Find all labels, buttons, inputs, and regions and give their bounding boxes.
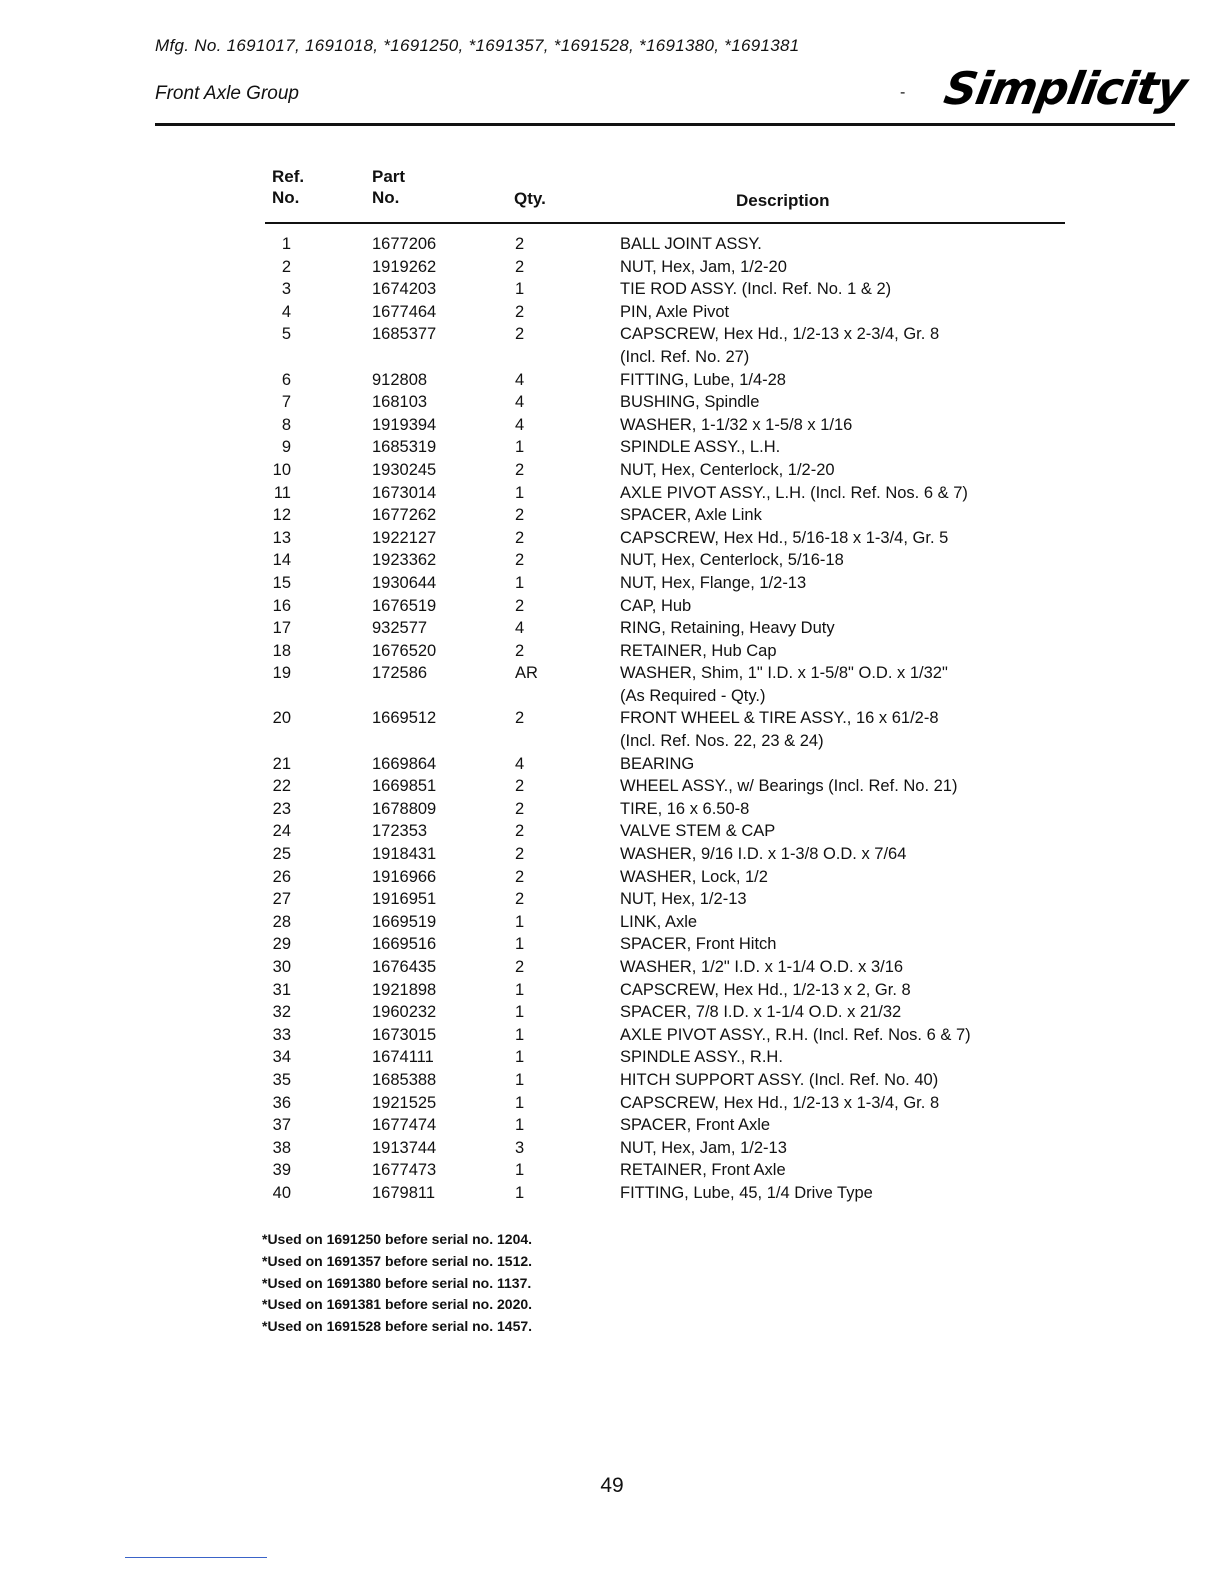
table-row: [265, 595, 1065, 618]
ref-cell: 23: [272, 799, 291, 818]
description-cell: VALVE STEM & CAP: [620, 822, 776, 841]
part-number-cell: 1685319: [372, 438, 437, 457]
ref-cell: 18: [272, 641, 291, 660]
table-row: [265, 1137, 1065, 1160]
ref-cell: 8: [281, 415, 291, 434]
qty-cell: 2: [515, 822, 525, 841]
qty-cell: 1: [515, 1093, 525, 1112]
part-number-cell: 1677464: [372, 302, 437, 321]
table-row: [265, 1001, 1065, 1024]
page-number: 49: [600, 1474, 624, 1497]
description-cell: CAPSCREW, Hex Hd., 5/16-18 x 1-3/4, Gr. 5: [620, 528, 949, 547]
description-cell: WASHER, 1-1/32 x 1-5/8 x 1/16: [620, 415, 853, 434]
table-row: [265, 301, 1065, 324]
ref-cell: 39: [272, 1161, 291, 1180]
qty-cell: 2: [515, 460, 525, 479]
ref-cell: 17: [272, 619, 291, 638]
description-cell: AXLE PIVOT ASSY., L.H. (Incl. Ref. Nos. 6 & 7): [620, 483, 968, 502]
part-number-cell: 1916951: [372, 890, 437, 909]
qty-cell: 1: [515, 1048, 525, 1067]
description-cell: FRONT WHEEL & TIRE ASSY., 16 x 61/2-8 (Incl. Ref. Nos. 22, 23 & 24): [620, 709, 939, 751]
part-number-cell: 1676435: [372, 958, 437, 976]
ref-cell: 40: [272, 1183, 291, 1202]
part-number-cell: 1676519: [372, 596, 437, 615]
footnotes: [262, 1229, 532, 1338]
qty-cell: 1: [515, 980, 525, 999]
qty-cell: 4: [515, 619, 525, 638]
ref-cell: 25: [272, 845, 291, 864]
ref-cell: 24: [272, 822, 291, 841]
ref-cell: 19: [272, 664, 291, 683]
part-number-cell: 172586: [372, 664, 428, 683]
description-cell: WHEEL ASSY., w/ Bearings (Incl. Ref. No. 21): [620, 777, 958, 796]
stray-dash: -: [900, 84, 906, 101]
table-row: [265, 843, 1065, 866]
description-cell: TIRE, 16 x 6.50-8: [620, 799, 750, 818]
part-number-cell: 1677206: [372, 235, 437, 253]
part-number-cell: 1930644: [372, 573, 437, 592]
description-cell: WASHER, 1/2" I.D. x 1-1/4 O.D. x 3/16: [620, 958, 904, 976]
qty-cell: 2: [515, 777, 525, 796]
ref-cell: 13: [272, 528, 291, 547]
table-row: [265, 482, 1065, 505]
table-row: [265, 956, 1065, 979]
part-number-cell: 1921525: [372, 1093, 437, 1112]
part-number-cell: 1960232: [372, 1003, 437, 1022]
table-row: [265, 640, 1065, 663]
part-number-cell: 1669516: [372, 935, 437, 954]
part-number-cell: 172353: [372, 822, 428, 841]
table-row: [265, 933, 1065, 956]
table-row: [265, 753, 1065, 776]
footnote: *Used on 1691528 before serial no. 1457.: [262, 1318, 533, 1335]
qty-cell: 1: [515, 280, 525, 299]
qty-cell: 2: [515, 709, 525, 728]
ref-cell: 6: [281, 370, 291, 389]
table-row: [265, 1092, 1065, 1115]
description-cell: NUT, Hex, Flange, 1/2-13: [620, 573, 807, 592]
part-number-cell: 1916966: [372, 867, 437, 886]
ref-cell: 11: [273, 483, 291, 502]
part-number-cell: 1677474: [372, 1116, 437, 1135]
ref-cell: 12: [272, 506, 291, 525]
description-cell: NUT, Hex, Centerlock, 1/2-20: [620, 460, 835, 479]
ref-cell: 30: [272, 958, 291, 976]
table-header: [272, 166, 1064, 220]
part-number-cell: 1677473: [372, 1161, 437, 1180]
qty-cell: 2: [515, 302, 525, 321]
part-number-cell: 1918431: [372, 845, 437, 864]
table-row: [265, 572, 1065, 595]
part-number-cell: 1921898: [372, 980, 437, 999]
description-cell: WASHER, Shim, 1" I.D. x 1-5/8" O.D. x 1/32" (As Required - Qty.): [620, 664, 948, 705]
table-row: [265, 798, 1065, 821]
qty-cell: 2: [515, 257, 525, 276]
bottom-line: [125, 1557, 267, 1558]
table-row: [265, 278, 1065, 301]
qty-cell: 2: [515, 799, 525, 818]
table-row: [265, 414, 1065, 437]
ref-cell: 32: [272, 1003, 291, 1022]
qty-cell: 1: [515, 573, 525, 592]
table-row: [265, 617, 1065, 640]
description-cell: NUT, Hex, Centerlock, 5/16-18: [620, 551, 844, 570]
part-number-cell: 1930245: [372, 460, 437, 479]
qty-cell: 4: [515, 754, 525, 773]
description-cell: WASHER, Lock, 1/2: [620, 867, 768, 886]
table-row: [265, 527, 1065, 550]
ref-cell: 9: [281, 438, 291, 457]
part-number-cell: 1919262: [372, 257, 437, 276]
part-number-cell: 1669864: [372, 754, 437, 773]
table-row: [265, 707, 1065, 752]
qty-cell: 2: [515, 551, 525, 570]
footnote: *Used on 1691380 before serial no. 1137.: [262, 1274, 532, 1291]
table-row: [265, 549, 1065, 572]
table-row: [265, 391, 1065, 414]
table-row: [265, 820, 1065, 843]
qty-cell: 3: [515, 1138, 525, 1157]
table-row: [265, 866, 1065, 889]
description-cell: BUSHING, Spindle: [620, 393, 760, 412]
ref-cell: 36: [272, 1093, 291, 1112]
part-number-cell: 1677262: [372, 506, 437, 525]
ref-cell: 34: [272, 1048, 291, 1067]
part-number-cell: 1674111: [372, 1048, 434, 1067]
description-cell: RETAINER, Hub Cap: [620, 641, 777, 660]
part-number-cell: 912808: [372, 370, 428, 389]
ref-cell: 1: [281, 235, 291, 253]
part-number-cell: 1669512: [372, 709, 437, 728]
description-cell: BALL JOINT ASSY.: [620, 235, 762, 253]
table-row: [265, 1024, 1065, 1047]
qty-cell: 1: [515, 935, 525, 954]
section-title: Front Axle Group: [155, 83, 299, 104]
ref-cell: 33: [272, 1025, 291, 1044]
qty-cell: 2: [515, 506, 525, 525]
qty-cell: 4: [515, 415, 525, 434]
table-row: [265, 459, 1065, 482]
table-row: [265, 1114, 1065, 1137]
ref-cell: 15: [272, 573, 291, 592]
ref-cell: 16: [272, 596, 291, 615]
description-cell: NUT, Hex, Jam, 1/2-20: [620, 257, 787, 276]
table-row: [265, 662, 1065, 707]
description-cell: CAPSCREW, Hex Hd., 1/2-13 x 2-3/4, Gr. 8 (Incl. Ref. No. 27): [620, 325, 940, 366]
part-number-cell: 1923362: [372, 551, 437, 570]
table-row: [265, 1182, 1065, 1205]
part-number-cell: 1913744: [372, 1138, 437, 1157]
table-row: [265, 233, 1065, 256]
description-cell: PIN, Axle Pivot: [620, 302, 730, 321]
part-number-cell: 1685377: [372, 325, 437, 344]
ref-cell: 20: [272, 709, 291, 728]
header-rule: [155, 123, 1175, 126]
table-row: [265, 1159, 1065, 1182]
qty-cell: 2: [515, 845, 525, 864]
ref-cell: 28: [272, 912, 291, 931]
part-number-cell: 1669519: [372, 912, 437, 931]
qty-cell: 1: [515, 1116, 525, 1135]
description-cell: BEARING: [620, 754, 695, 773]
description-cell: RING, Retaining, Heavy Duty: [620, 619, 835, 638]
qty-cell: 1: [515, 1003, 525, 1022]
qty-cell: AR: [515, 664, 538, 683]
qty-cell: 1: [515, 912, 525, 931]
ref-cell: 3: [281, 280, 291, 299]
table-row: [265, 369, 1065, 392]
qty-cell: 4: [515, 393, 525, 412]
part-number-cell: 1685388: [372, 1070, 437, 1089]
table-row: [265, 888, 1065, 911]
table-row: [265, 1046, 1065, 1069]
ref-cell: 4: [281, 302, 291, 321]
table-row: [265, 504, 1065, 527]
description-cell: CAP, Hub: [620, 596, 692, 615]
ref-cell: 27: [272, 890, 291, 909]
qty-cell: 1: [515, 1183, 525, 1202]
description-cell: SPACER, Front Axle: [620, 1116, 771, 1135]
ref-cell: 10: [272, 460, 291, 479]
description-cell: AXLE PIVOT ASSY., R.H. (Incl. Ref. Nos. 6 & 7): [620, 1025, 971, 1044]
ref-cell: 22: [272, 777, 291, 796]
description-cell: TIE ROD ASSY. (Incl. Ref. No. 1 & 2): [620, 280, 892, 299]
ref-cell: 31: [272, 980, 291, 999]
footnote: *Used on 1691381 before serial no. 2020.: [262, 1296, 533, 1313]
qty-cell: 1: [515, 483, 525, 502]
part-number-cell: 1678809: [372, 799, 437, 818]
ref-cell: 37: [272, 1116, 291, 1135]
description-cell: CAPSCREW, Hex Hd., 1/2-13 x 1-3/4, Gr. 8: [620, 1093, 940, 1112]
ref-cell: 2: [281, 257, 291, 276]
part-number-cell: 1676520: [372, 641, 437, 660]
ref-cell: 35: [272, 1070, 291, 1089]
table-row: [265, 436, 1065, 459]
description-cell: RETAINER, Front Axle: [620, 1161, 786, 1180]
table-row: [265, 911, 1065, 934]
table-row: [265, 1069, 1065, 1092]
part-number-cell: 1922127: [372, 528, 437, 547]
qty-cell: 1: [515, 438, 525, 457]
qty-cell: 2: [515, 641, 525, 660]
description-cell: SPACER, 7/8 I.D. x 1-1/4 O.D. x 21/32: [620, 1003, 902, 1022]
description-cell: SPINDLE ASSY., L.H.: [620, 438, 781, 457]
brand-logo: Simplicity: [940, 62, 1191, 115]
description-cell: NUT, Hex, Jam, 1/2-13: [620, 1138, 787, 1157]
table-row: [265, 979, 1065, 1002]
part-number-cell: 1679811: [372, 1183, 436, 1202]
qty-cell: 2: [515, 890, 525, 909]
parts-list: [265, 233, 1065, 1205]
ref-cell: 7: [281, 393, 291, 412]
ref-cell: 21: [272, 754, 291, 773]
description-cell: WASHER, 9/16 I.D. x 1-3/8 O.D. x 7/64: [620, 845, 907, 864]
part-number-cell: 932577: [372, 619, 428, 638]
qty-cell: 2: [515, 596, 525, 615]
col-part-no: Part No.: [372, 167, 406, 207]
model-numbers: Mfg. No. 1691017, 1691018, *1691250, *1691357, *1691528, *1691380, *1691381: [155, 36, 800, 55]
description-cell: SPINDLE ASSY., R.H.: [620, 1048, 783, 1067]
ref-cell: 26: [272, 867, 291, 886]
part-number-cell: 1919394: [372, 415, 437, 434]
description-cell: NUT, Hex, 1/2-13: [620, 890, 747, 909]
col-ref-no: Ref. No.: [272, 167, 305, 207]
footnote: *Used on 1691250 before serial no. 1204.: [262, 1231, 533, 1247]
qty-cell: 4: [515, 370, 525, 389]
table-rule: [265, 222, 1065, 224]
qty-cell: 2: [515, 958, 525, 976]
table-row: [265, 323, 1065, 368]
ref-cell: 29: [272, 935, 291, 954]
part-number-cell: 168103: [372, 393, 428, 412]
qty-cell: 1: [515, 1025, 525, 1044]
qty-cell: 1: [515, 1161, 525, 1180]
col-qty: Qty.: [514, 189, 546, 208]
part-number-cell: 1669851: [372, 777, 437, 796]
ref-cell: 38: [272, 1138, 291, 1157]
part-number-cell: 1673015: [372, 1025, 437, 1044]
description-cell: LINK, Axle: [620, 912, 698, 931]
ref-cell: 14: [272, 551, 291, 570]
part-number-cell: 1673014: [372, 483, 437, 502]
table-row: [265, 256, 1065, 279]
part-number-cell: 1674203: [372, 280, 437, 299]
description-cell: HITCH SUPPORT ASSY. (Incl. Ref. No. 40): [620, 1070, 939, 1089]
qty-cell: 2: [515, 325, 525, 344]
table-row: [265, 775, 1065, 798]
qty-cell: 1: [515, 1070, 525, 1089]
description-cell: CAPSCREW, Hex Hd., 1/2-13 x 2, Gr. 8: [620, 980, 911, 999]
ref-cell: 5: [281, 325, 291, 344]
footnote: *Used on 1691357 before serial no. 1512.: [262, 1252, 533, 1269]
description-cell: FITTING, Lube, 45, 1/4 Drive Type: [620, 1183, 873, 1202]
description-cell: SPACER, Axle Link: [620, 506, 762, 525]
qty-cell: 2: [515, 235, 525, 253]
col-description: Description: [736, 191, 830, 210]
description-cell: SPACER, Front Hitch: [620, 935, 777, 954]
qty-cell: 2: [515, 867, 525, 886]
qty-cell: 2: [515, 528, 525, 547]
description-cell: FITTING, Lube, 1/4-28: [620, 370, 786, 389]
